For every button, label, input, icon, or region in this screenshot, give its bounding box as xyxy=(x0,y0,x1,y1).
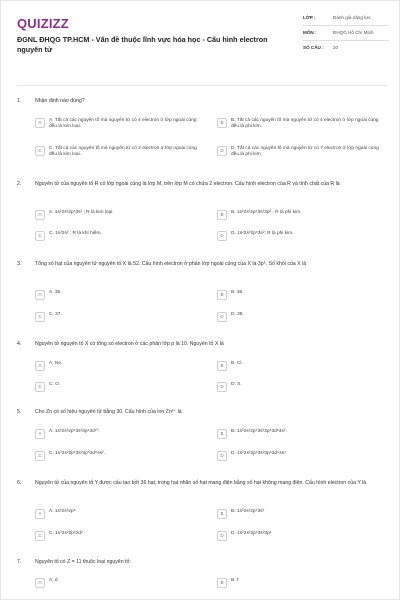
meta-divider xyxy=(303,25,389,26)
question-text: Cho Zn có số hiệu nguyên tử bằng 30. Cấu hình của ion Zn²⁺ là xyxy=(35,409,182,415)
meta-key: LỚP : xyxy=(303,15,316,20)
question-text: Nguyên tố có Z = 11 thuộc loại nguyên tố: xyxy=(35,559,131,565)
question-text: Nguyên tử của nguyên tố R có lớp ngoài cùng là lớp M, trên lớp M có chứa 2 electron. Cấu hình electron của R và tính chất của R là xyxy=(35,181,340,187)
option-letter: C xyxy=(35,531,45,541)
option-letter: B xyxy=(217,509,227,519)
option-letter: A xyxy=(35,509,45,519)
option-a[interactable] xyxy=(35,429,205,439)
question-number: 1. xyxy=(17,98,22,104)
option-letter: D xyxy=(217,382,227,392)
worksheet-meta xyxy=(303,15,389,56)
option-letter: C xyxy=(35,231,45,241)
option-c[interactable] xyxy=(35,146,205,159)
meta-key: MÔN : xyxy=(303,30,317,36)
worksheet-header xyxy=(17,15,387,79)
option-text: A. 1s²2s²2p⁶3s²3p⁶3d¹⁰. xyxy=(49,429,100,434)
option-text: C. 1s²2s² ; R là khí hiếm. xyxy=(49,231,102,236)
option-d[interactable] xyxy=(217,231,387,241)
question-number: 3. xyxy=(17,261,22,267)
option-letter: B xyxy=(217,210,227,220)
option-letter: A xyxy=(35,429,45,439)
option-letter: C xyxy=(35,312,45,322)
meta-value: ĐHQG Hồ Chí Minh xyxy=(333,30,374,36)
option-text: C. Tất cả các nguyên tố mà nguyên tử có 2 electron ở lớp ngoài cùng đều là kim loại. xyxy=(49,146,197,158)
option-text: D. 1s²2s²2p⁶3s²; R là phi kim. xyxy=(231,231,294,236)
option-b[interactable] xyxy=(217,429,387,439)
option-letter: B xyxy=(217,118,227,128)
question-number: 6. xyxy=(17,480,22,486)
option-b[interactable] xyxy=(217,509,387,519)
option-text: B. 36. xyxy=(231,290,244,295)
option-text: B. Cl. xyxy=(231,361,243,366)
option-d[interactable] xyxy=(217,146,387,159)
meta-row-subject xyxy=(303,30,389,36)
option-b[interactable] xyxy=(217,361,387,371)
header-divider xyxy=(17,85,387,86)
meta-key: SỐ CÂU : xyxy=(303,45,324,51)
option-a[interactable] xyxy=(35,361,205,371)
option-letter: B xyxy=(217,578,227,588)
question-text: Nguyên tử của nguyên tố Y được cấu tạo bởi 36 hạt, trong hạt nhân số hạt mang điện bằng số hạt không mang điện. Cấu hình electron của Y là xyxy=(35,480,367,486)
option-d[interactable] xyxy=(217,531,387,541)
option-text: A. d xyxy=(49,578,58,583)
question-number: 2. xyxy=(17,181,22,187)
option-b[interactable] xyxy=(217,210,387,220)
option-letter: A xyxy=(35,361,45,371)
option-letter: B xyxy=(217,361,227,371)
option-text: D. Tất cả các nguyên tố mà nguyên tử có 7 electron ở lớp ngoài cùng đều là phi kim. xyxy=(231,146,379,158)
option-text: D. 38. xyxy=(231,312,244,317)
option-c[interactable] xyxy=(35,531,205,541)
option-a[interactable] xyxy=(35,509,205,519)
option-text: C. 1s²2s²2p⁶3s²3p⁶3d⁸4s². xyxy=(49,451,106,456)
option-d[interactable] xyxy=(217,451,387,461)
option-text: D. 1s²2s²2p⁶3s²3p¹ xyxy=(231,531,272,536)
option-letter: C xyxy=(35,382,45,392)
option-c[interactable] xyxy=(35,312,205,322)
question-number: 4. xyxy=(17,341,22,347)
question-number: 7. xyxy=(17,559,22,565)
option-letter: D xyxy=(217,451,227,461)
meta-value: 20 xyxy=(333,45,339,51)
option-text: C. 1s²2s²2p⁶2d² xyxy=(49,531,83,536)
option-d[interactable] xyxy=(217,312,387,322)
meta-value: Đánh giá năng lực xyxy=(333,15,371,20)
option-letter: D xyxy=(217,531,227,541)
option-letter: B xyxy=(217,429,227,439)
option-letter: A xyxy=(35,578,45,588)
option-letter: B xyxy=(217,290,227,300)
option-b[interactable] xyxy=(217,290,387,300)
meta-row-class xyxy=(303,15,389,21)
meta-divider xyxy=(303,40,389,41)
option-letter: C xyxy=(35,146,45,156)
option-c[interactable] xyxy=(35,382,205,392)
option-a[interactable] xyxy=(35,290,205,300)
option-text: B. 1s²2s²2p⁶3s² xyxy=(231,509,265,514)
option-text: A. Tất cả các nguyên tố mà nguyên tử có 4 electron ở lớp ngoài cùng đều là kim loại. xyxy=(49,118,197,130)
option-text: A. 1s²2s²2p⁶ xyxy=(49,509,76,514)
option-text: B. Tất cả các nguyên tố mà nguyên tử có 4 electron ở lớp ngoài cùng đều là phi kim. xyxy=(231,118,379,130)
question-number: 5. xyxy=(17,409,22,415)
option-letter: A xyxy=(35,290,45,300)
option-text: C. O. xyxy=(49,382,61,387)
option-text: B. f xyxy=(231,578,239,583)
question-text: Nhận định nào đúng? xyxy=(35,98,85,104)
question-text: Tổng số hạt của nguyên tử nguyên tố X là 52. Cấu hình electron ở phân lớp ngoài cùng của X là 3p⁵. Số khối của X là xyxy=(35,261,307,267)
option-text: D. 1s²2s²2p⁶3s²3p⁶3d⁹4s¹ xyxy=(231,451,286,456)
option-letter: A xyxy=(35,118,45,128)
option-letter: D xyxy=(217,146,227,156)
quizizz-logo: QUIZIZZ xyxy=(17,16,69,31)
option-text: A. 35. xyxy=(49,290,62,295)
option-text: B. 1s²2s²2p⁶3s²3p² ; R là phi kim. xyxy=(231,210,302,215)
option-text: A. 1s²2s²2p⁶3s² ; R là kim loại. xyxy=(49,210,114,215)
option-a[interactable] xyxy=(35,210,205,220)
option-letter: C xyxy=(35,451,45,461)
option-letter: D xyxy=(217,231,227,241)
option-text: B. 1s²2s²2p⁶3s²3p⁶3d⁸4s². xyxy=(231,429,287,434)
question-text: Nguyên tử nguyên tố X có tổng số electron ở các phân lớp p là 10. Nguyên tố X là xyxy=(35,341,224,347)
option-a[interactable] xyxy=(35,578,205,588)
option-text: A. Ne. xyxy=(49,361,63,366)
option-b[interactable] xyxy=(217,578,387,588)
option-text: C. 37. xyxy=(49,312,62,317)
option-c[interactable] xyxy=(35,231,205,241)
option-text: D. S. xyxy=(231,382,242,387)
option-letter: D xyxy=(217,312,227,322)
option-letter: A xyxy=(35,210,45,220)
option-b[interactable] xyxy=(217,118,387,131)
meta-row-count xyxy=(303,45,389,51)
option-a[interactable] xyxy=(35,118,205,131)
option-d[interactable] xyxy=(217,382,387,392)
option-c[interactable] xyxy=(35,451,205,461)
worksheet-title: ĐGNL ĐHQG TP.HCM - Vấn đề thuộc lĩnh vực hóa học - Cấu hình electron nguyên tử xyxy=(17,35,268,55)
